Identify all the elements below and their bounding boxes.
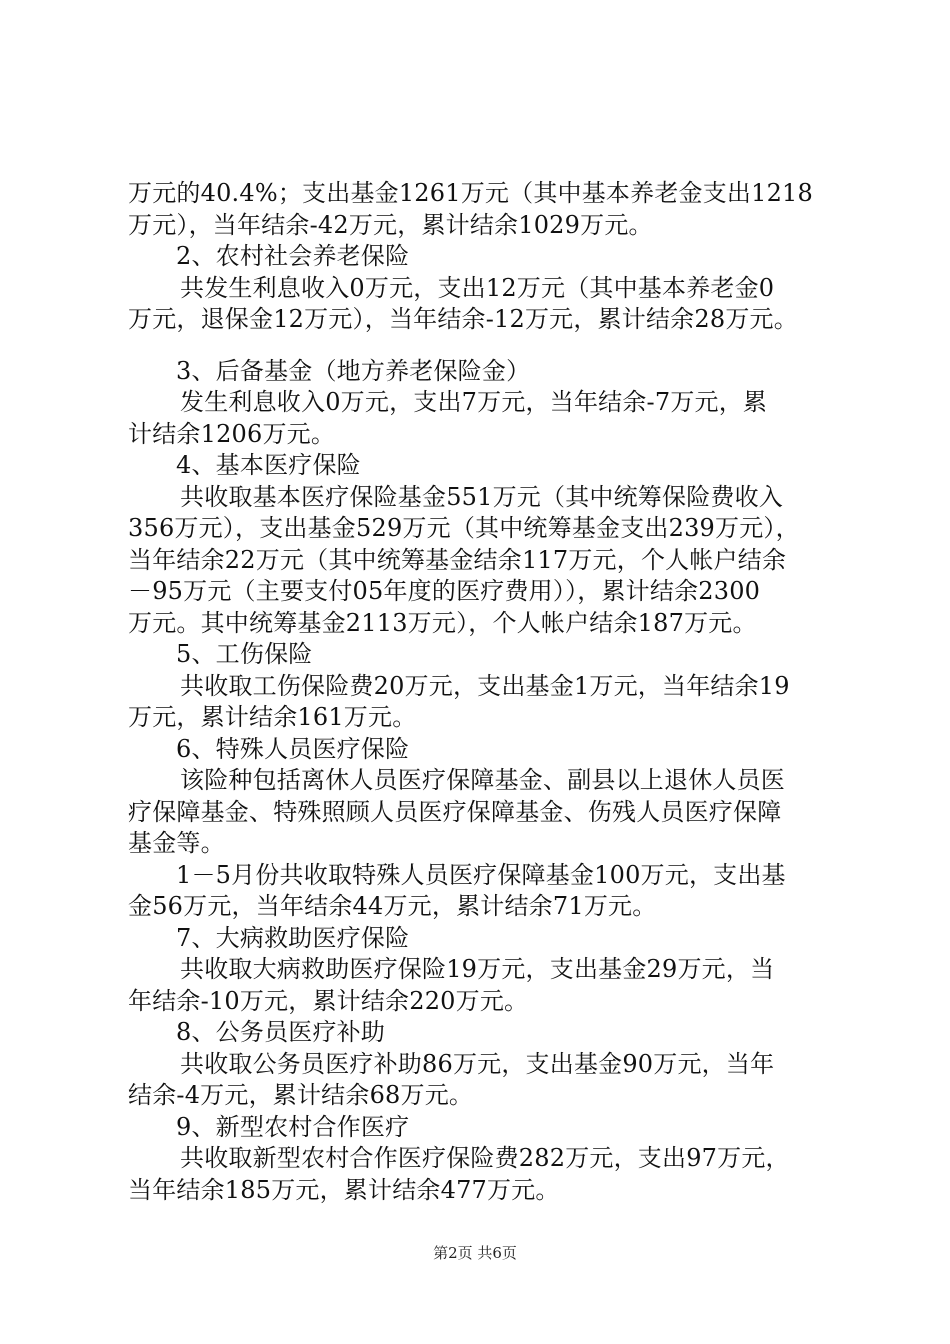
section-heading: 7、大病救助医疗保险: [176, 923, 410, 952]
body-line: －95万元（主要支付05年度的医疗费用）），累计结余2300: [128, 577, 761, 605]
body-line: 万元的40.4%；支出基金1261万元（其中基本养老金支出1218: [128, 179, 813, 207]
body-line: 该险种包括离休人员医疗保障基金、副县以上退休人员医: [180, 766, 785, 794]
body-line: 计结余1206万元。: [128, 419, 336, 448]
page-footer: [0, 1242, 950, 1263]
section-heading: 6、特殊人员医疗保险: [176, 734, 410, 763]
body-line: 当年结余185万元，累计结余477万元。: [128, 1175, 560, 1204]
body-line: 共收取大病救助医疗保险19万元，支出基金29万元，当: [180, 955, 775, 983]
section-heading: 9、新型农村合作医疗: [176, 1112, 410, 1141]
body-line: 年结余-10万元，累计结余220万元。: [128, 986, 529, 1015]
body-line: 共发生利息收入0万元，支出12万元（其中基本养老金0: [180, 273, 775, 302]
body-line: 共收取工伤保险费20万元，支出基金1万元，当年结余19: [180, 671, 790, 700]
body-line: 万元），当年结余-42万元，累计结余1029万元。: [128, 210, 653, 239]
body-line: 发生利息收入0万元，支出7万元，当年结余-7万元，累: [180, 388, 768, 416]
section-heading: 2、农村社会养老保险: [176, 242, 410, 270]
body-line: 共收取公务员医疗补助86万元，支出基金90万元，当年: [180, 1049, 775, 1078]
body-line: 1－5月份共收取特殊人员医疗保障基金100万元，支出基: [176, 860, 786, 889]
section-heading: 3、后备基金（地方养老保险金）: [176, 356, 531, 385]
body-line: 万元，退保金12万元），当年结余-12万元，累计结余28万元。: [128, 305, 798, 333]
body-line: 万元。其中统筹基金2113万元），个人帐户结余187万元。: [128, 608, 757, 637]
body-line: 当年结余22万元（其中统筹基金结余117万元，个人帐户结余: [128, 545, 787, 574]
body-line: 金56万元，当年结余44万元，累计结余71万元。: [128, 892, 657, 920]
body-line: 356万元），支出基金529万元（其中统筹基金支出239万元），: [128, 514, 800, 542]
body-line: 结余-4万元，累计结余68万元。: [128, 1081, 474, 1109]
paragraph-gap: [128, 336, 838, 356]
section-heading: 4、基本医疗保险: [176, 451, 361, 479]
section-heading: 5、工伤保险: [176, 640, 313, 668]
body-line: 基金等。: [128, 829, 225, 857]
body-line: 万元，累计结余161万元。: [128, 703, 417, 731]
body-line: 共收取基本医疗保险基金551万元（其中统筹保险费收入: [180, 482, 784, 511]
section-heading: 8、公务员医疗补助: [176, 1018, 386, 1046]
body-line: 共收取新型农村合作医疗保险费282万元，支出97万元，: [180, 1144, 790, 1172]
page-number: 第2页 共6页: [433, 1244, 517, 1262]
body-line: 疗保障基金、特殊照顾人员医疗保障基金、伤残人员医疗保障: [128, 797, 782, 826]
document-body: [128, 178, 838, 1206]
